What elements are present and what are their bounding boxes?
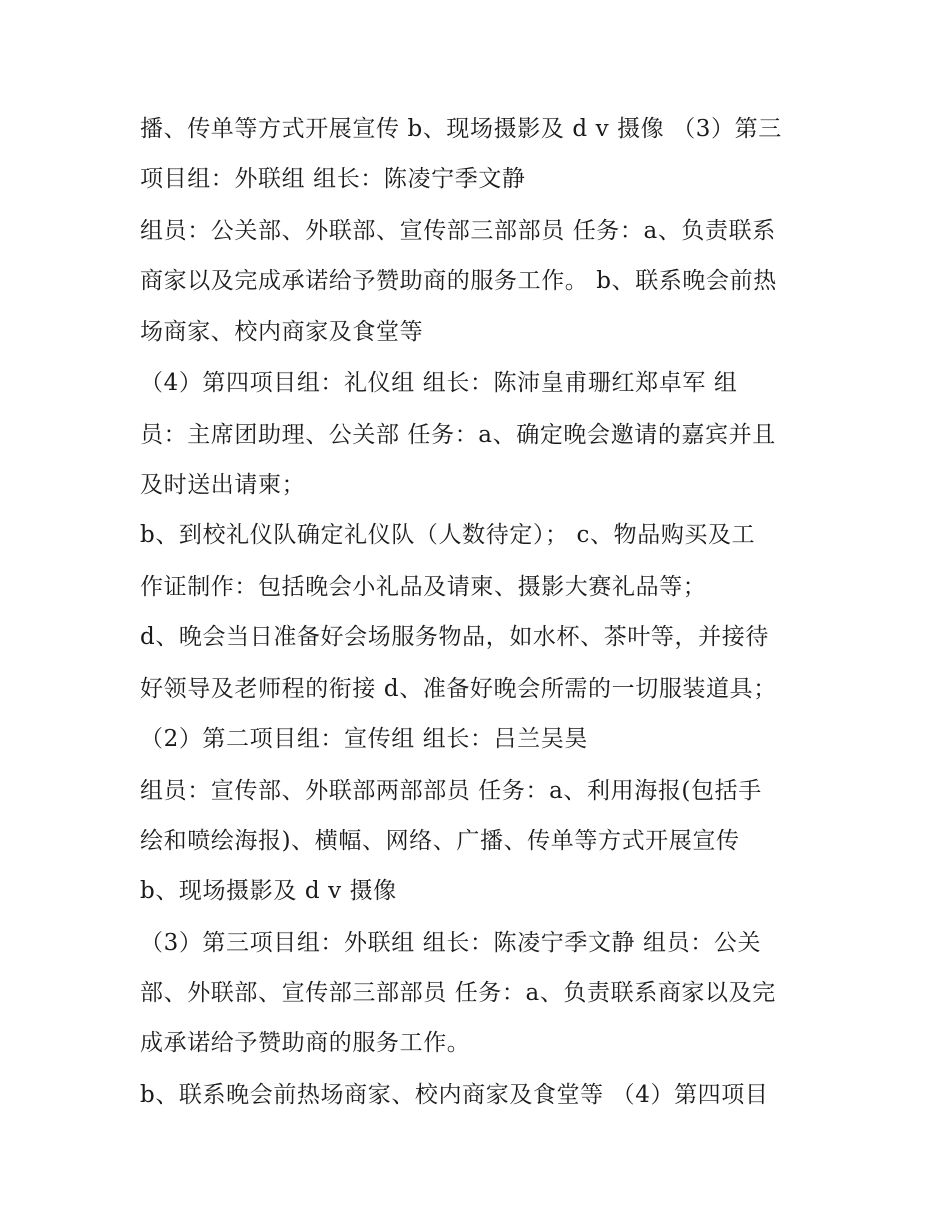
text-line: 成承诺给予赞助商的服务工作。 [140,1030,471,1056]
text-line: b、联系晚会前热场商家、校内商家及食堂等 （4）第四项目 [140,1082,769,1108]
text-line: （3）第三项目组：外联组 组长：陈凌宁季文静 组员：公关 [140,930,762,956]
text-line: 作证制作：包括晚会小礼品及请柬、摄影大赛礼品等； [140,574,707,600]
text-line: 组员：宣传部、外联部两部部员 任务：a、利用海报(包括手 [140,778,762,804]
text-line: 场商家、校内商家及食堂等 [140,319,424,345]
text-line: b、现场摄影及 d v 摄像 [140,878,397,904]
text-line: 项目组：外联组 组长：陈凌宁季文静 [140,166,526,192]
text-line: d、晚会当日准备好会场服务物品，如水杯、茶叶等，并接待 [140,624,769,650]
text-line: 组员：公关部、外联部、宣传部三部部员 任务：a、负责联系 [140,218,776,244]
text-line: 部、外联部、宣传部三部部员 任务：a、负责联系商家以及完 [140,980,776,1006]
text-line: 及时送出请柬； [140,472,306,498]
text-line: （4）第四项目组：礼仪组 组长：陈沛皇甫珊红郑卓军 组 [140,370,738,396]
text-line: 商家以及完成承诺给予赞助商的服务工作。 b、联系晚会前热 [140,268,777,294]
text-line: b、到校礼仪队确定礼仪队（人数待定）； c、物品购买及工 [140,522,756,548]
text-line: 绘和喷绘海报)、横幅、网络、广播、传单等方式开展宣传 [140,828,740,854]
text-line: （2）第二项目组：宣传组 组长：吕兰吴昊 [140,726,588,752]
text-line: 播、传单等方式开展宣传 b、现场摄影及 d v 摄像 （3）第三 [140,116,782,142]
text-line: 员：主席团助理、公关部 任务：a、确定晚会邀请的嘉宾并且 [140,422,776,448]
text-line: 好领导及老师程的衔接 d、准备好晚会所需的一切服装道具； [140,676,777,702]
